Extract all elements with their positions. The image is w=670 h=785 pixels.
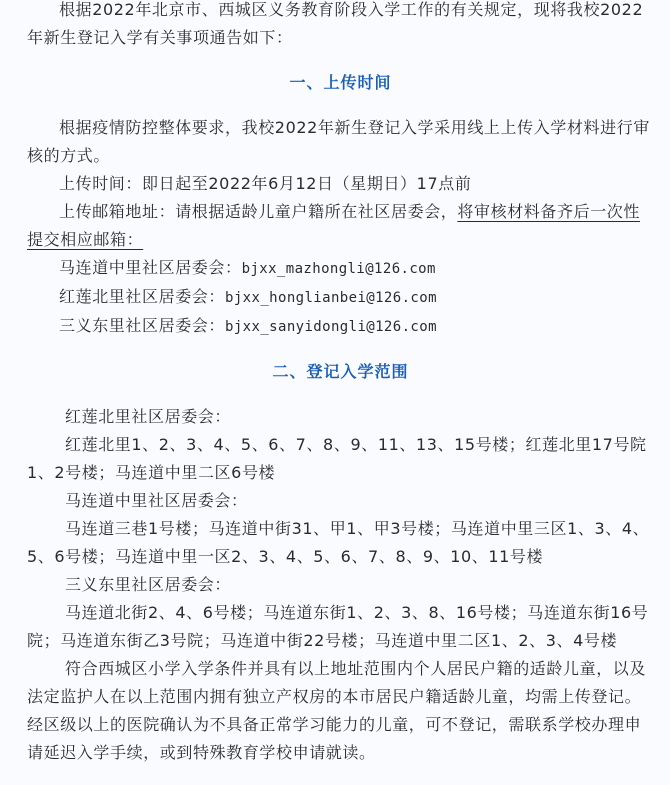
upload-email-underlined: 将审核材料备齐后一次性提交相应邮箱： (27, 202, 641, 249)
section-heading-upload-time (27, 60, 654, 106)
upload-email-line (27, 198, 654, 254)
email-address: bjxx_sanyidongli@126.com (225, 319, 437, 335)
closing-paragraph: 符合西城区小学入学条件并具有以上地址范围内个人居民户籍的适龄儿童，以及法定监护人在以上范围内拥有独立产权房的本市居民户籍适龄儿童，均需上传登记。经区级以上的医院确认为不具备正常学习能力的儿童，可不登记，需联系学校办理申请延迟入学手续，或到特殊教育学校申请就读。 (27, 659, 647, 762)
area-detail-honglianbei: 红莲北里1、2、3、4、5、6、7、8、9、11、13、15号楼；红莲北里17号院1、2号楼；马连道中里二区6号楼 (27, 435, 647, 482)
email-row-honglianbei (27, 283, 654, 312)
area-name-mazhongli: 马连道中里社区居委会： (65, 491, 248, 510)
email-label: 红莲北里社区居委会： (59, 287, 226, 306)
section-title-1: 一、上传时间 (289, 73, 392, 92)
email-label: 马连道中里社区居委会： (59, 258, 242, 277)
section-title-2: 二、登记入学范围 (272, 362, 409, 381)
email-address: bjxx_mazhongli@126.com (241, 261, 436, 277)
upload-time-line: 上传时间：即日起至2022年6月12日（星期日）17点前 (59, 174, 472, 193)
epidemic-paragraph: 根据疫情防控整体要求，我校2022年新生登记入学采用线上上传入学材料进行审核的方式。 (27, 118, 650, 165)
intro-paragraph: 根据2022年北京市、西城区义务教育阶段入学工作的有关规定，现将我校2022年新生登记入学有关事项通告如下： (27, 0, 644, 47)
email-address: bjxx_honglianbei@126.com (225, 290, 437, 306)
upload-email-prefix: 上传邮箱地址：请根据适龄儿童户籍所在社区居委会， (59, 202, 458, 221)
area-detail-mazhongli: 马连道三巷1号楼；马连道中街31、甲1、甲3号楼；马连道中里三区1、3、4、5、6号楼；马连道中里一区2、3、4、5、6、7、8、9、10、11号楼 (27, 519, 650, 566)
email-row-mazhongli (27, 254, 654, 283)
email-label: 三义东里社区居委会： (59, 316, 226, 335)
area-detail-sanyidongli: 马连道北街2、4、6号楼；马连道东街1、2、3、8、16号楼；马连道东街16号院；马连道东街乙3号院；马连道中街22号楼；马连道中里二区1、2、3、4号楼 (27, 603, 649, 650)
section-heading-enrollment-scope (27, 349, 654, 395)
email-row-sanyidongli (27, 312, 654, 341)
area-name-honglianbei: 红莲北里社区居委会： (65, 407, 232, 426)
area-name-sanyidongli: 三义东里社区居委会： (65, 575, 232, 594)
